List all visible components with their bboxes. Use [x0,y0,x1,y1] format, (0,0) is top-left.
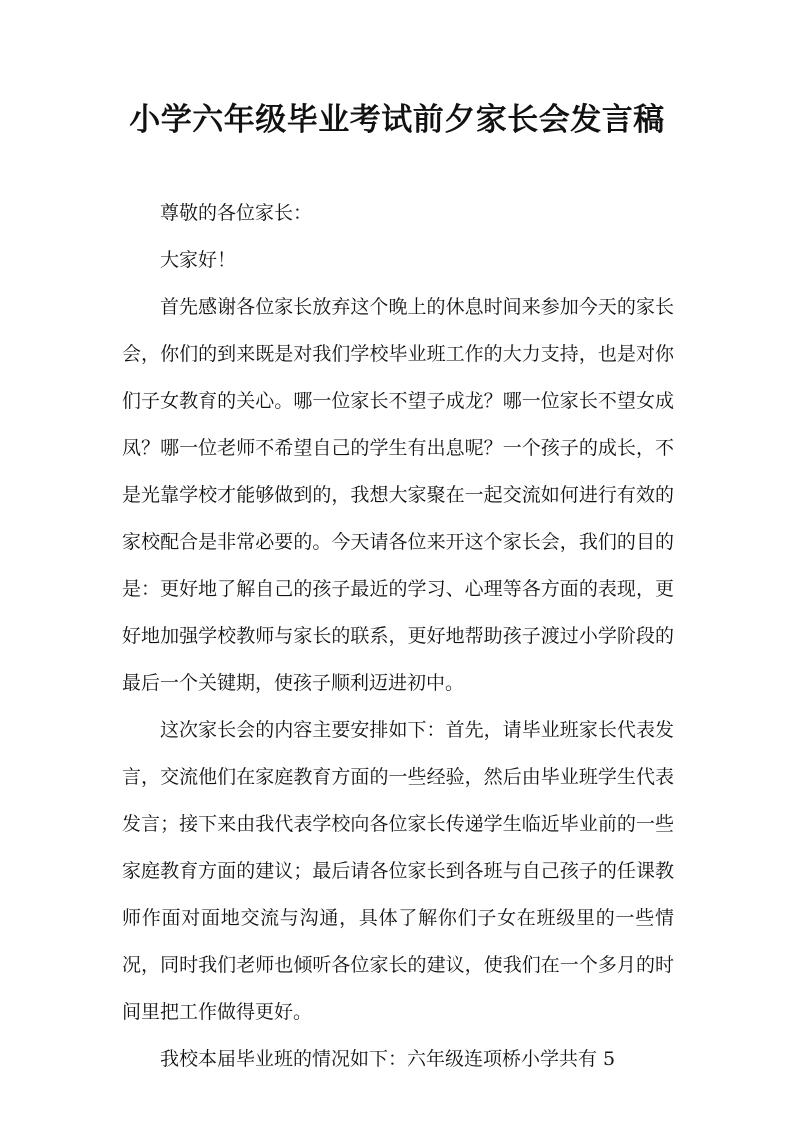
salutation-paragraph: 尊敬的各位家长： [160,202,313,224]
greeting-paragraph: 大家好！ [160,249,237,271]
intro-paragraph: 首先感谢各位家长放弃这个晚上的休息时间来参加今天的家长会，你们的到来既是对我们学校毕业班工作的大力支持，也是对你们子女教育的关心。哪一位家长不望子成龙？哪一位家长不望女成凤？哪一位老师不希望自己的学生有出息呢？一个孩子的成长，不是光靠学校才能够做到的，我想大家聚在一起交流如何进行有效的家校配合是非常必要的。今天请各位来开这个家长会，我们的目的是：更好地了解自己的孩子最近的学习、心理等各方面的表现，更好地加强学校教师与家长的联系，更好地帮助孩子渡过小学阶段的最后一个关键期，使孩子顺利迈进初中。 [122,296,674,694]
class-info-paragraph: 我校本届毕业班的情况如下：六年级连项桥小学共有 5 [160,1048,616,1070]
document-title: 小学六年级毕业考试前夕家长会发言稿 [129,102,665,138]
agenda-paragraph: 这次家长会的内容主要安排如下：首先，请毕业班家长代表发言，交流他们在家庭教育方面的一些经验，然后由毕业班学生代表发言；接下来由我代表学校向各位家长传递学生临近毕业前的一些家庭教育方面的建议；最后请各位家长到各班与自己孩子的任课教师作面对面地交流与沟通，具体了解你们子女在班级里的一些情况，同时我们老师也倾听各位家长的建议，使我们在一个多月的时间里把工作做得更好。 [122,719,674,1023]
document-body [122,190,674,1083]
